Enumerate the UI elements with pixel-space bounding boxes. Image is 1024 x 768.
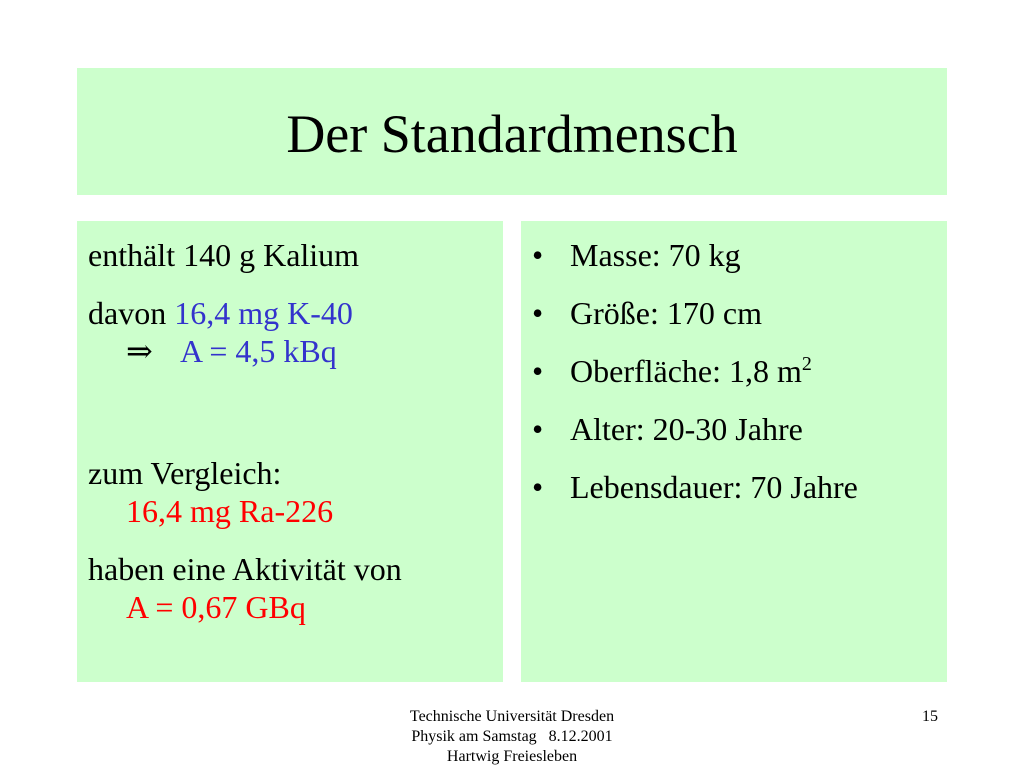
ra226-activity: A = 0,67 GBq xyxy=(126,589,306,625)
ra226-amount: 16,4 mg Ra-226 xyxy=(126,493,334,529)
footer-event: Physik am Samstag 8.12.2001 xyxy=(411,728,613,745)
k40-activity: A = 4,5 kBq xyxy=(180,333,337,369)
footer-author: Hartwig Freiesleben xyxy=(446,748,578,765)
slide-title: Der Standardmensch xyxy=(286,103,738,164)
ra226-activity-line xyxy=(88,588,306,626)
aktivitaet-line xyxy=(88,550,402,588)
footer xyxy=(312,707,712,767)
ra226-line xyxy=(88,492,333,530)
aktivitaet-text: haben eine Aktivität von xyxy=(88,551,402,587)
list-item-alter xyxy=(532,410,803,448)
kalium-text: enthält 140 g Kalium xyxy=(88,237,360,273)
vergleich-text: zum Vergleich: xyxy=(88,455,282,491)
footer-university: Technische Universität Dresden xyxy=(409,708,615,725)
list-item-masse xyxy=(532,236,741,274)
kalium-line xyxy=(88,236,359,274)
k40-line xyxy=(88,294,353,332)
list-item-oberflaeche xyxy=(532,352,812,390)
vergleich-line xyxy=(88,454,281,492)
left-panel xyxy=(77,221,503,682)
bullet-icon: • xyxy=(532,237,544,273)
groesse-text: Größe: 170 cm xyxy=(570,295,762,331)
lebensdauer-text: Lebensdauer: 70 Jahre xyxy=(570,469,858,505)
list-item-groesse xyxy=(532,294,762,332)
masse-text: Masse: 70 kg xyxy=(570,237,741,273)
page-number: 15 xyxy=(922,708,938,725)
implies-arrow-icon: ⇒ xyxy=(126,333,153,369)
right-panel xyxy=(521,221,947,682)
oberflaeche-text: Oberfläche: 1,8 m xyxy=(570,353,802,389)
bullet-icon: • xyxy=(532,295,544,331)
bullet-icon: • xyxy=(532,469,544,505)
squared-superscript: 2 xyxy=(801,353,812,375)
alter-text: Alter: 20-30 Jahre xyxy=(570,411,803,447)
title-box xyxy=(77,68,947,195)
k40-amount: 16,4 mg K-40 xyxy=(174,295,353,331)
k40-activity-line xyxy=(88,332,337,370)
davon-text: davon xyxy=(88,295,175,331)
bullet-icon: • xyxy=(532,411,544,447)
bullet-icon: • xyxy=(532,353,544,389)
list-item-lebensdauer xyxy=(532,468,858,506)
